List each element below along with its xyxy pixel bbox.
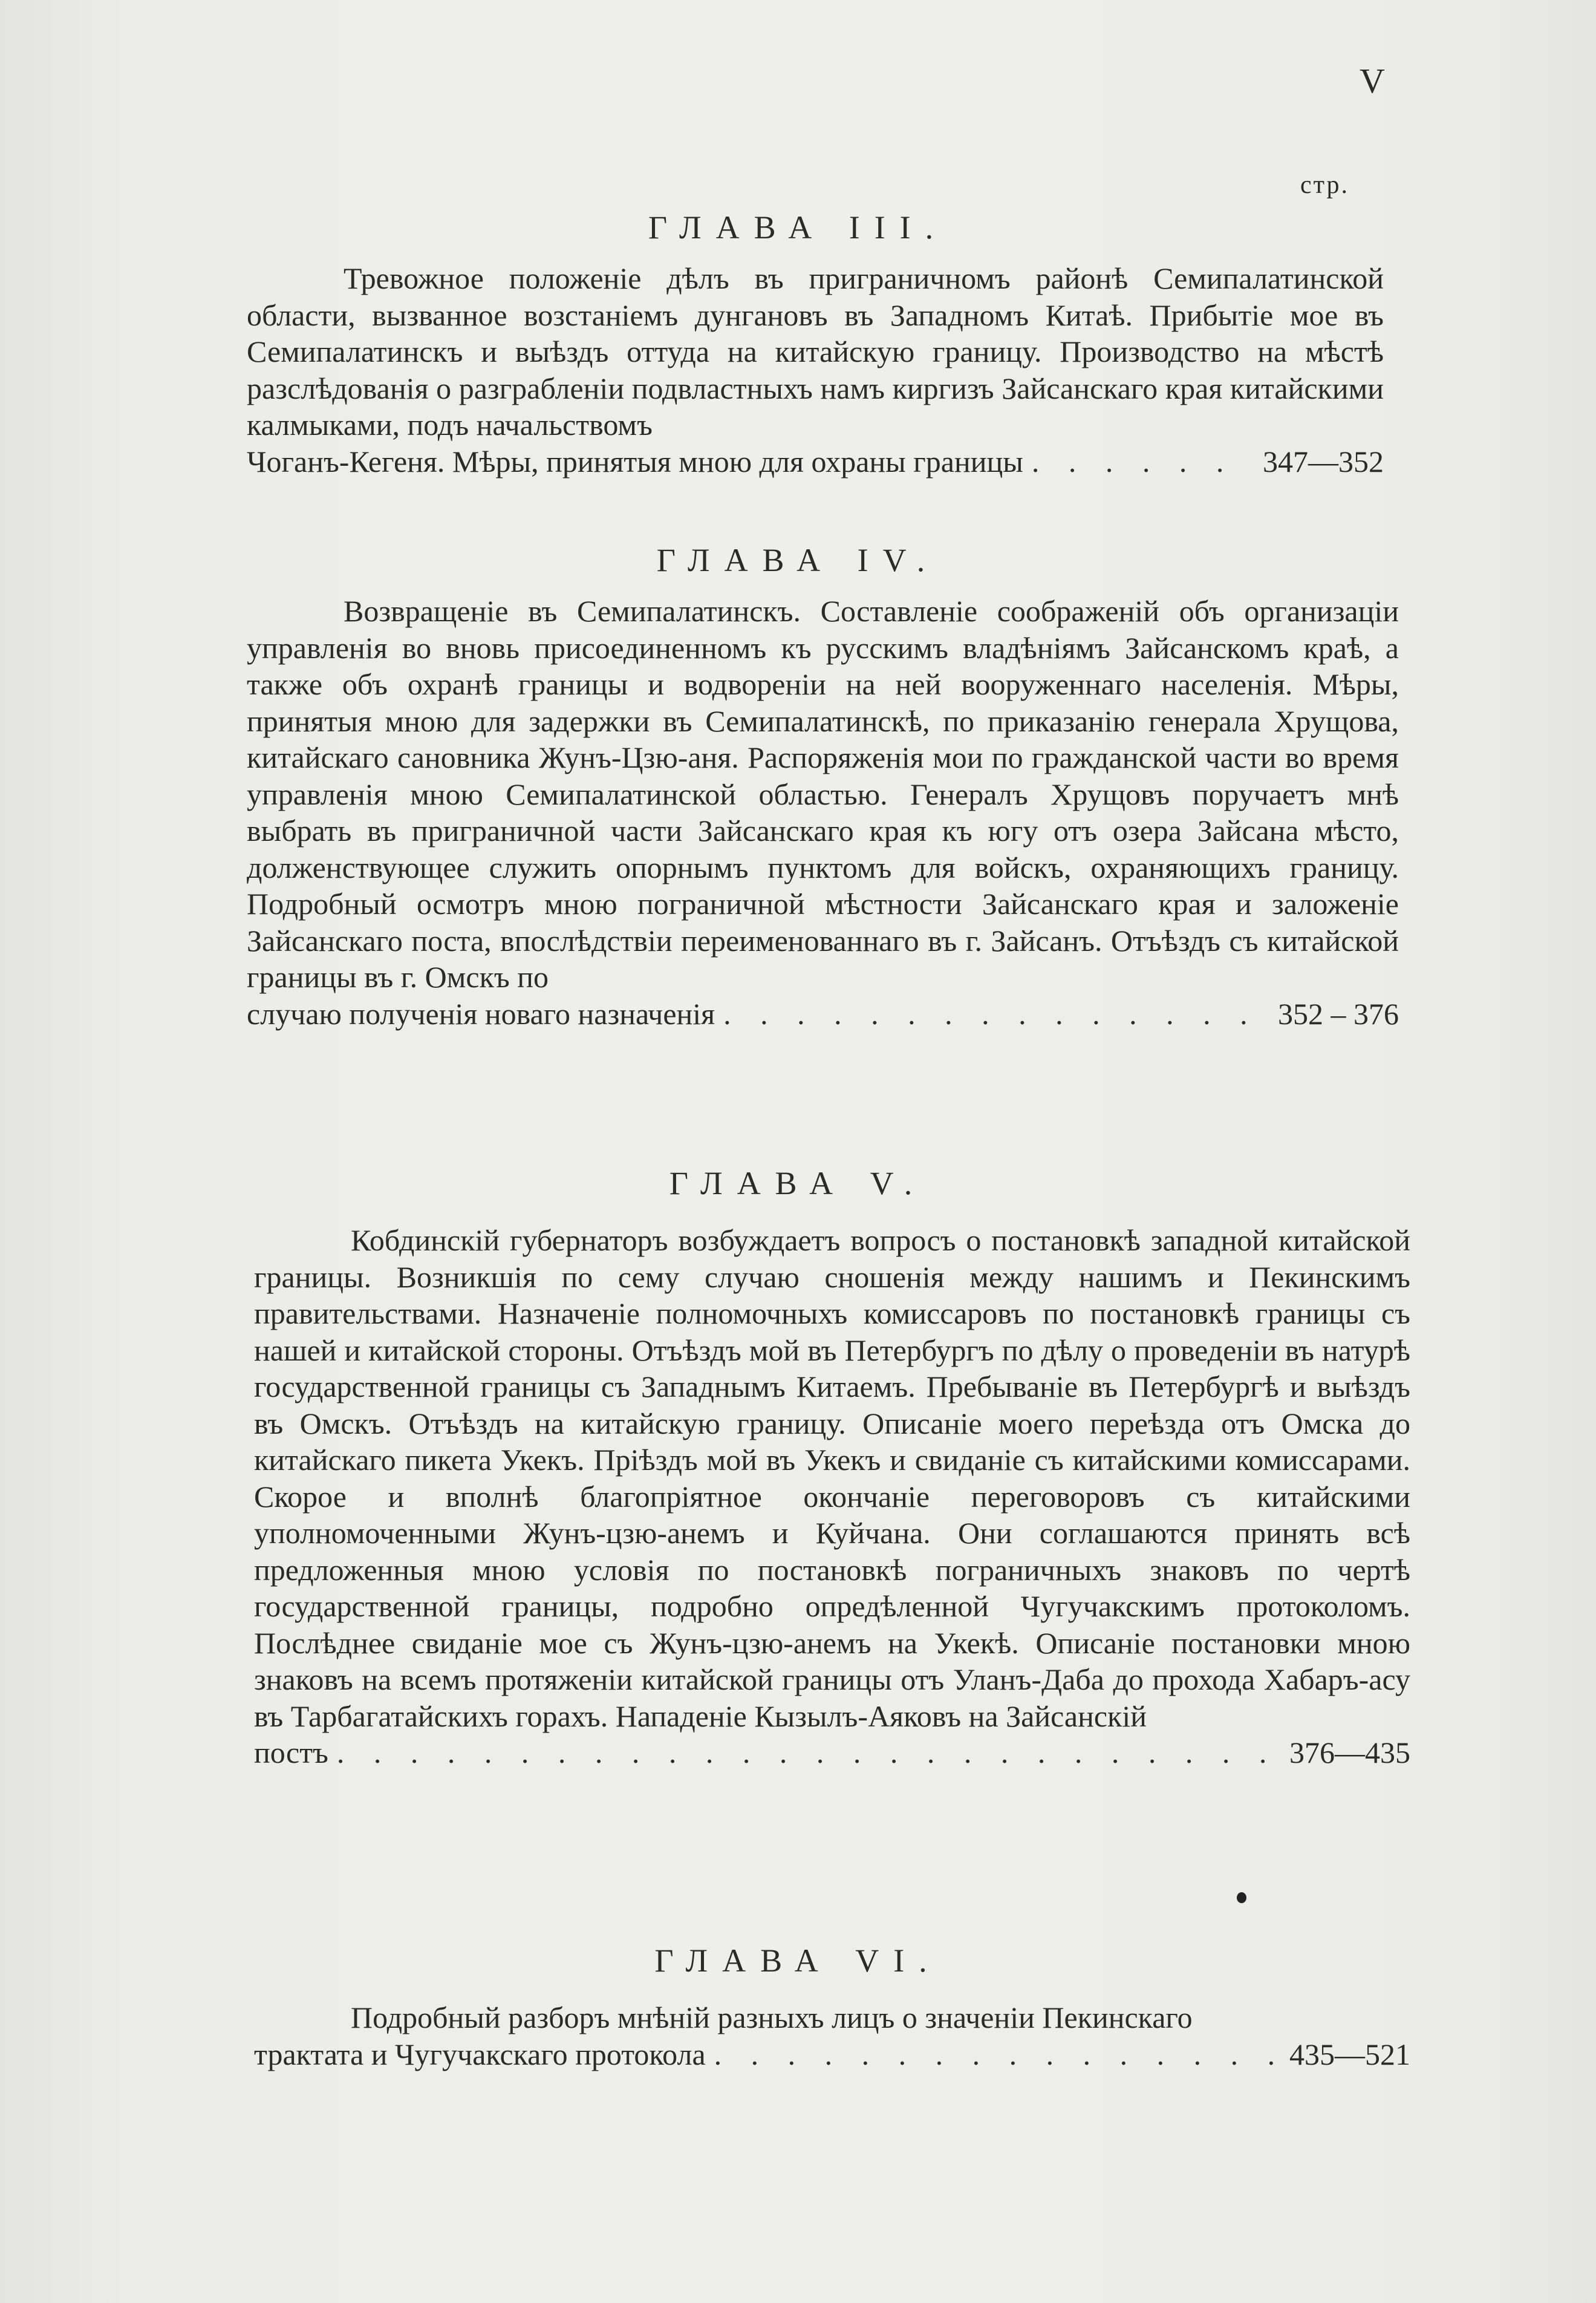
chapter-5-pages: 376—435 — [1289, 1736, 1410, 1769]
chapter-5-entry — [254, 1222, 1410, 1771]
chapter-4-summary: Возвращеніе въ Семипалатинскъ. Составленіе соображеній объ организаціи управленія во вновь присоединенномъ къ русскимъ владѣніямъ Зайсанскомъ краѣ, а также объ охранѣ границы и водвореніи на ней вооруженнаго населенія. Мѣры, принятыя мною для задержки въ Семипалатинскѣ, по приказанію генерала Хрущова, китайскаго сановника Жунъ-Цзю-аня. Распоряженія мои по гражданской части во время управленія мною Семипалатинской областью. Генералъ Хрущовъ поручаетъ мнѣ выбрать въ приграничной части Зайсанскаго края къ югу отъ озера Зайсана мѣсто, долженствующее служить опорнымъ пунктомъ для войскъ, охраняющихъ границу. Подробный осмотръ мною пограничной мѣстности Зайсанскаго края и заложеніе Зайсанскаго поста, впослѣдствіи переименованнаго въ г. Зайсанъ. Отъѣздъ съ китайской границы въ г. Омскъ по — [247, 594, 1399, 994]
chapter-6-entry — [254, 1999, 1410, 2073]
chapter-4-entry — [247, 593, 1399, 1032]
chapter-3-summary: Тревожное положеніе дѣлъ въ приграничномъ районѣ Семипалатинской области, вызванное возстаніемъ дунгановъ въ Западномъ Китаѣ. Прибытіе мое въ Семипалатинскъ и выѣздъ оттуда на китайскую границу. Производство на мѣстѣ разслѣдованія о разграбленіи подвластныхъ намъ киргизъ Зайсанскаго края китайскими калмыками, подъ начальствомъ — [247, 261, 1384, 442]
pages-column-label: стр. — [1300, 171, 1350, 199]
chapter-4-pages: 352 – 376 — [1278, 996, 1399, 1031]
chapter-6-toc-line — [254, 2036, 1410, 2073]
chapter-3-title: ГЛАВА III. — [648, 209, 948, 246]
chapter-4-title: ГЛАВА IV. — [656, 542, 940, 578]
chapter-6-summary: Подробный разборъ мнѣній разныхъ лицъ о значеніи Пекинскаго — [351, 2001, 1193, 2034]
chapter-5-summary-end: постъ — [254, 1736, 328, 1769]
chapter-6-summary-end: трактата и Чугучакскаго протокола — [254, 2037, 706, 2071]
chapter-3-summary-end: Чоганъ-Кегеня. Мѣры, принятыя мною для охраны границы — [247, 444, 1023, 479]
ink-blot — [1237, 1892, 1246, 1903]
chapter-4-toc-line — [247, 996, 1399, 1033]
chapter-3-toc-line — [247, 443, 1384, 480]
chapter-5-title: ГЛАВА V. — [669, 1165, 927, 1201]
chapter-3-pages: 347—352 — [1263, 444, 1384, 479]
dot-leader — [337, 1734, 1276, 1771]
dot-leader — [723, 996, 1265, 1033]
chapter-4-summary-end: случаю полученія новаго назначенія — [247, 996, 715, 1031]
chapter-5-summary: Кобдинскій губернаторъ возбуждаетъ вопросъ о постановкѣ западной китайской границы. Возникшія по сему случаю сношенія между нашимъ и Пекинскимъ правительствами. Назначеніе полномочныхъ комиссаровъ по постановкѣ границы съ нашей и китайской стороны. Отъѣздъ мой въ Петербургъ по дѣлу о проведеніи въ натурѣ государственной границы съ Западнымъ Китаемъ. Пребываніе въ Петербургѣ и выѣздъ въ Омскъ. Отъѣздъ на китайскую границу. Описаніе моего переѣзда отъ Омска до китайскаго пикета Укекъ. Пріѣздъ мой въ Укекъ и свиданіе съ китайскими комиссарами. Скорое и вполнѣ благопріятное окончаніе переговоровъ съ китайскими уполномоченными Жунъ-цзю-анемъ и Куйчана. Они соглашаются принять всѣ предложенныя мною условія по постановкѣ пограничныхъ знаковъ по чертѣ государственной границы, подробно опредѣленной Чугучакскимъ протоколомъ. Послѣднее свиданіе мое съ Жунъ-цзю-анемъ на Укекѣ. Описаніе постановки мною знаковъ на всемъ протяженіи китайской границы отъ Уланъ-Даба до прохода Хабаръ-асу въ Тарбагатайскихъ горахъ. Нападеніе Кызылъ-Аяковъ на Зайсанскій — [254, 1223, 1410, 1733]
chapter-3-entry — [247, 260, 1384, 480]
page-number: V — [1360, 61, 1386, 100]
chapter-6-title: ГЛАВА VI. — [654, 1942, 942, 1979]
chapter-6-pages: 435—521 — [1289, 2037, 1410, 2071]
dot-leader — [1032, 443, 1249, 480]
chapter-5-toc-line — [254, 1734, 1410, 1771]
dot-leader — [714, 2036, 1276, 2073]
